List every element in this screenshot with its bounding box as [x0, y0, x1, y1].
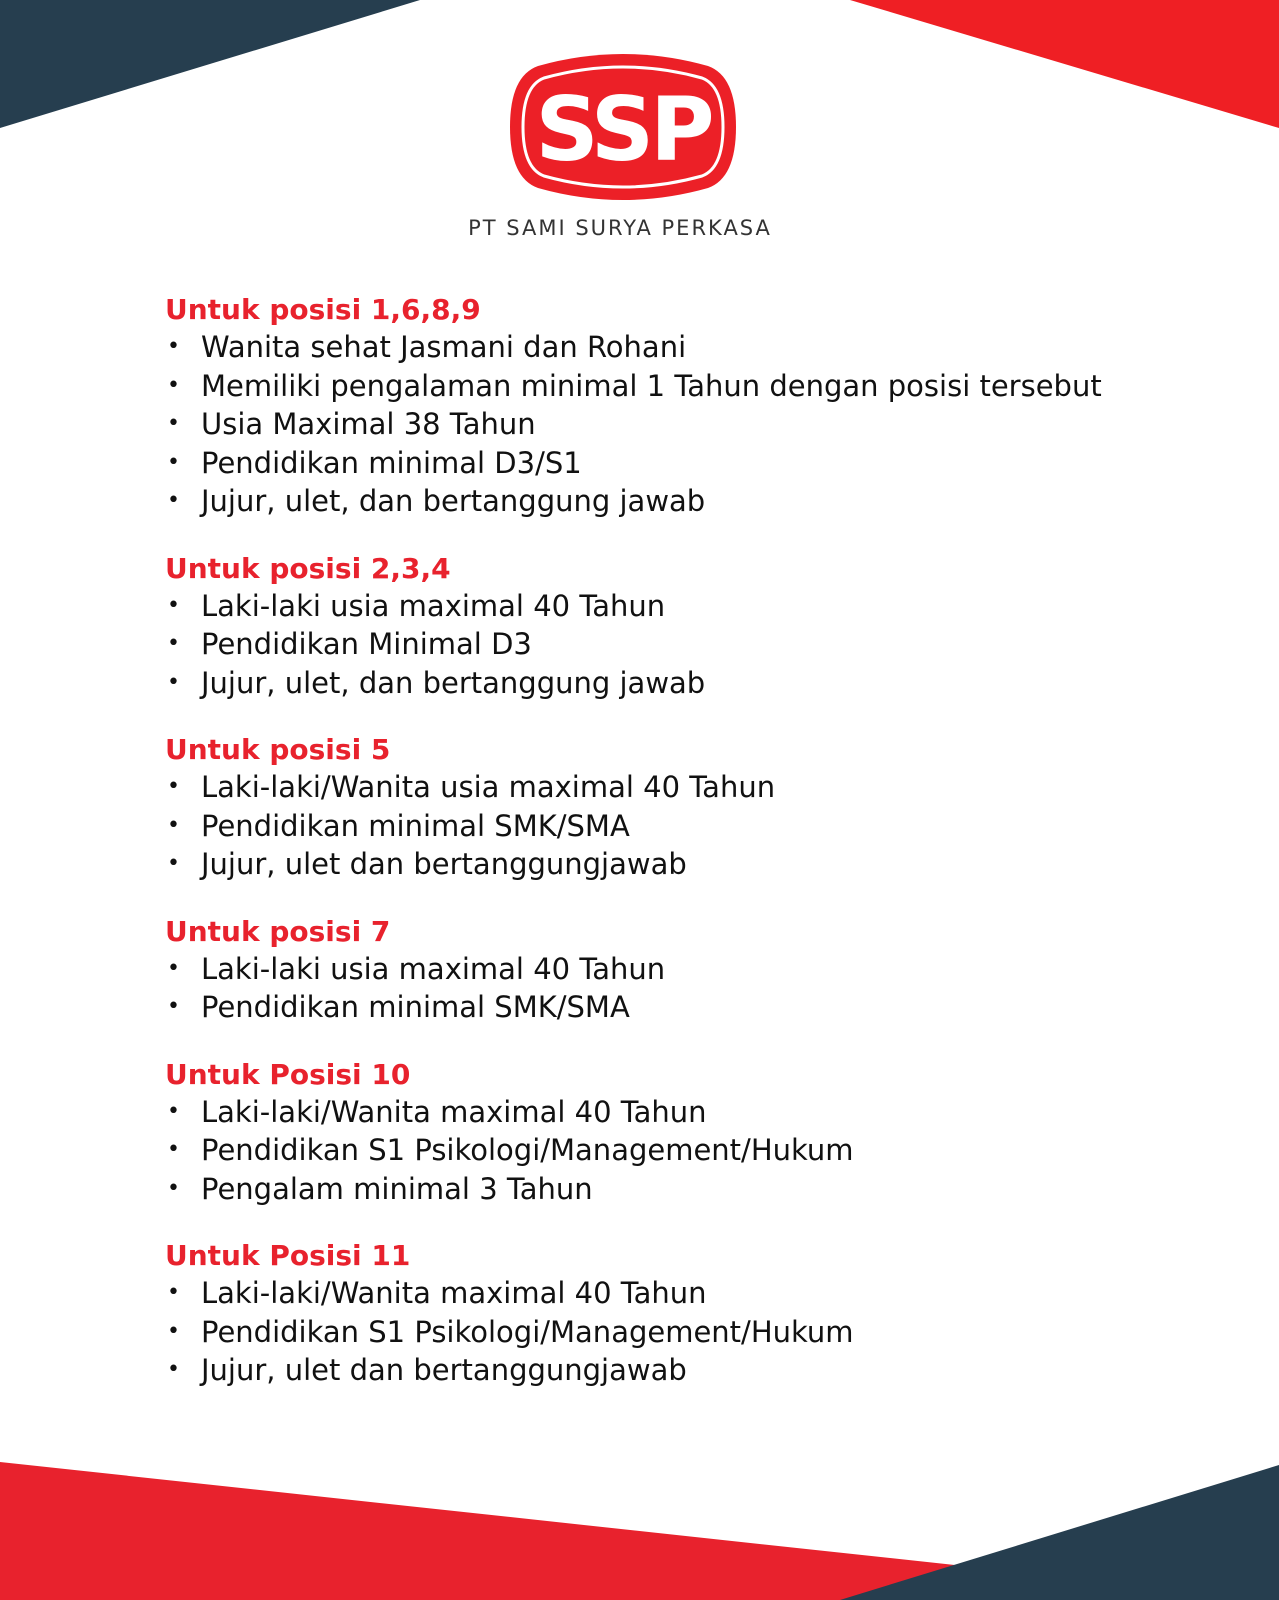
bullet-icon: •: [167, 851, 180, 876]
section-title: Untuk Posisi 10: [165, 1057, 411, 1091]
ssp-logo: [510, 48, 736, 206]
requirement-item: [165, 988, 1245, 1027]
requirement-text: Laki-laki/Wanita maximal 40 Tahun: [201, 1276, 707, 1310]
bullet-icon: •: [167, 1318, 180, 1344]
requirement-text: Pendidikan minimal SMK/SMA: [201, 808, 630, 843]
requirements-content: [165, 292, 1245, 1420]
bullet-icon: •: [167, 449, 180, 475]
requirement-text: Jujur, ulet, dan bertanggung jawab: [201, 665, 706, 700]
bullet-icon: •: [167, 955, 180, 981]
bullet-icon: •: [167, 411, 180, 436]
requirement-text: Pendidikan minimal SMK/SMA: [201, 990, 630, 1024]
bullet-icon: •: [167, 488, 180, 513]
requirement-item: [165, 1313, 1245, 1352]
requirement-text: Laki-laki usia maximal 40 Tahun: [201, 588, 666, 623]
bullet-icon: •: [167, 334, 180, 359]
requirement-section: [165, 292, 1245, 521]
requirement-text: Usia Maximal 38 Tahun: [201, 407, 536, 441]
requirement-section: [165, 914, 1245, 1027]
requirement-section: [165, 1057, 1245, 1209]
requirement-item: [165, 950, 1245, 989]
requirement-section: [165, 551, 1245, 703]
requirement-text: Jujur, ulet dan bertanggungjawab: [201, 1353, 687, 1387]
requirement-section: [165, 1238, 1245, 1390]
requirement-list: [165, 950, 1245, 1027]
requirement-list: [165, 768, 1245, 884]
bullet-icon: •: [167, 1137, 180, 1162]
requirement-text: Pendidikan S1 Psikologi/Management/Hukum: [201, 1314, 854, 1349]
bullet-icon: •: [167, 372, 180, 398]
requirement-item: [165, 328, 1245, 367]
bullet-icon: •: [167, 1357, 180, 1382]
requirement-section: [165, 732, 1245, 884]
requirement-list: [165, 587, 1245, 703]
requirement-list: [165, 328, 1245, 521]
requirement-item: [165, 444, 1245, 483]
bullet-icon: •: [167, 1280, 180, 1305]
requirement-text: Pengalam minimal 3 Tahun: [201, 1171, 593, 1206]
requirement-text: Laki-laki/Wanita maximal 40 Tahun: [201, 1094, 707, 1129]
requirement-list: [165, 1093, 1245, 1209]
top-left-navy-shape: [0, 0, 420, 128]
section-title: Untuk posisi 5: [165, 733, 391, 766]
requirement-item: [165, 1351, 1245, 1390]
requirement-item: [165, 587, 1245, 626]
bullet-icon: •: [167, 812, 180, 838]
requirement-text: Jujur, ulet, dan bertanggung jawab: [201, 484, 706, 518]
requirement-text: Laki-laki usia maximal 40 Tahun: [201, 951, 666, 986]
logo-mark-text: SSP: [535, 78, 711, 181]
requirement-item: [165, 664, 1245, 703]
requirement-item: [165, 1170, 1245, 1209]
requirement-item: [165, 845, 1245, 884]
bullet-icon: •: [167, 1098, 180, 1124]
requirement-item: [165, 1093, 1245, 1132]
requirement-text: Laki-laki/Wanita usia maximal 40 Tahun: [201, 770, 776, 804]
top-right-red-shape: [850, 0, 1279, 128]
requirement-text: Pendidikan S1 Psikologi/Management/Hukum: [201, 1133, 854, 1167]
bullet-icon: •: [167, 1175, 180, 1201]
requirement-text: Pendidikan minimal D3/S1: [201, 445, 582, 480]
requirement-item: [165, 768, 1245, 807]
requirement-text: Jujur, ulet dan bertanggungjawab: [201, 847, 687, 881]
requirement-text: Wanita sehat Jasmani dan Rohani: [201, 330, 687, 364]
bullet-icon: •: [167, 774, 180, 799]
requirement-list: [165, 1274, 1245, 1390]
section-title: Untuk posisi 1,6,8,9: [165, 293, 481, 326]
requirement-item: [165, 482, 1245, 521]
bullet-icon: •: [167, 994, 180, 1019]
bullet-icon: •: [167, 669, 180, 695]
requirement-item: [165, 367, 1245, 406]
requirement-text: Memiliki pengalaman minimal 1 Tahun dengan posisi tersebut: [201, 368, 1102, 403]
requirement-item: [165, 625, 1245, 664]
bullet-icon: •: [167, 592, 180, 618]
requirement-item: [165, 1131, 1245, 1170]
section-title: Untuk Posisi 11: [165, 1239, 411, 1272]
requirement-item: [165, 405, 1245, 444]
company-name: PT SAMI SURYA PERKASA: [468, 216, 772, 240]
requirement-item: [165, 1274, 1245, 1313]
bullet-icon: •: [167, 631, 180, 656]
requirement-text: Pendidikan Minimal D3: [201, 627, 532, 661]
section-title: Untuk posisi 7: [165, 914, 391, 948]
requirement-item: [165, 807, 1245, 846]
section-title: Untuk posisi 2,3,4: [165, 551, 451, 585]
